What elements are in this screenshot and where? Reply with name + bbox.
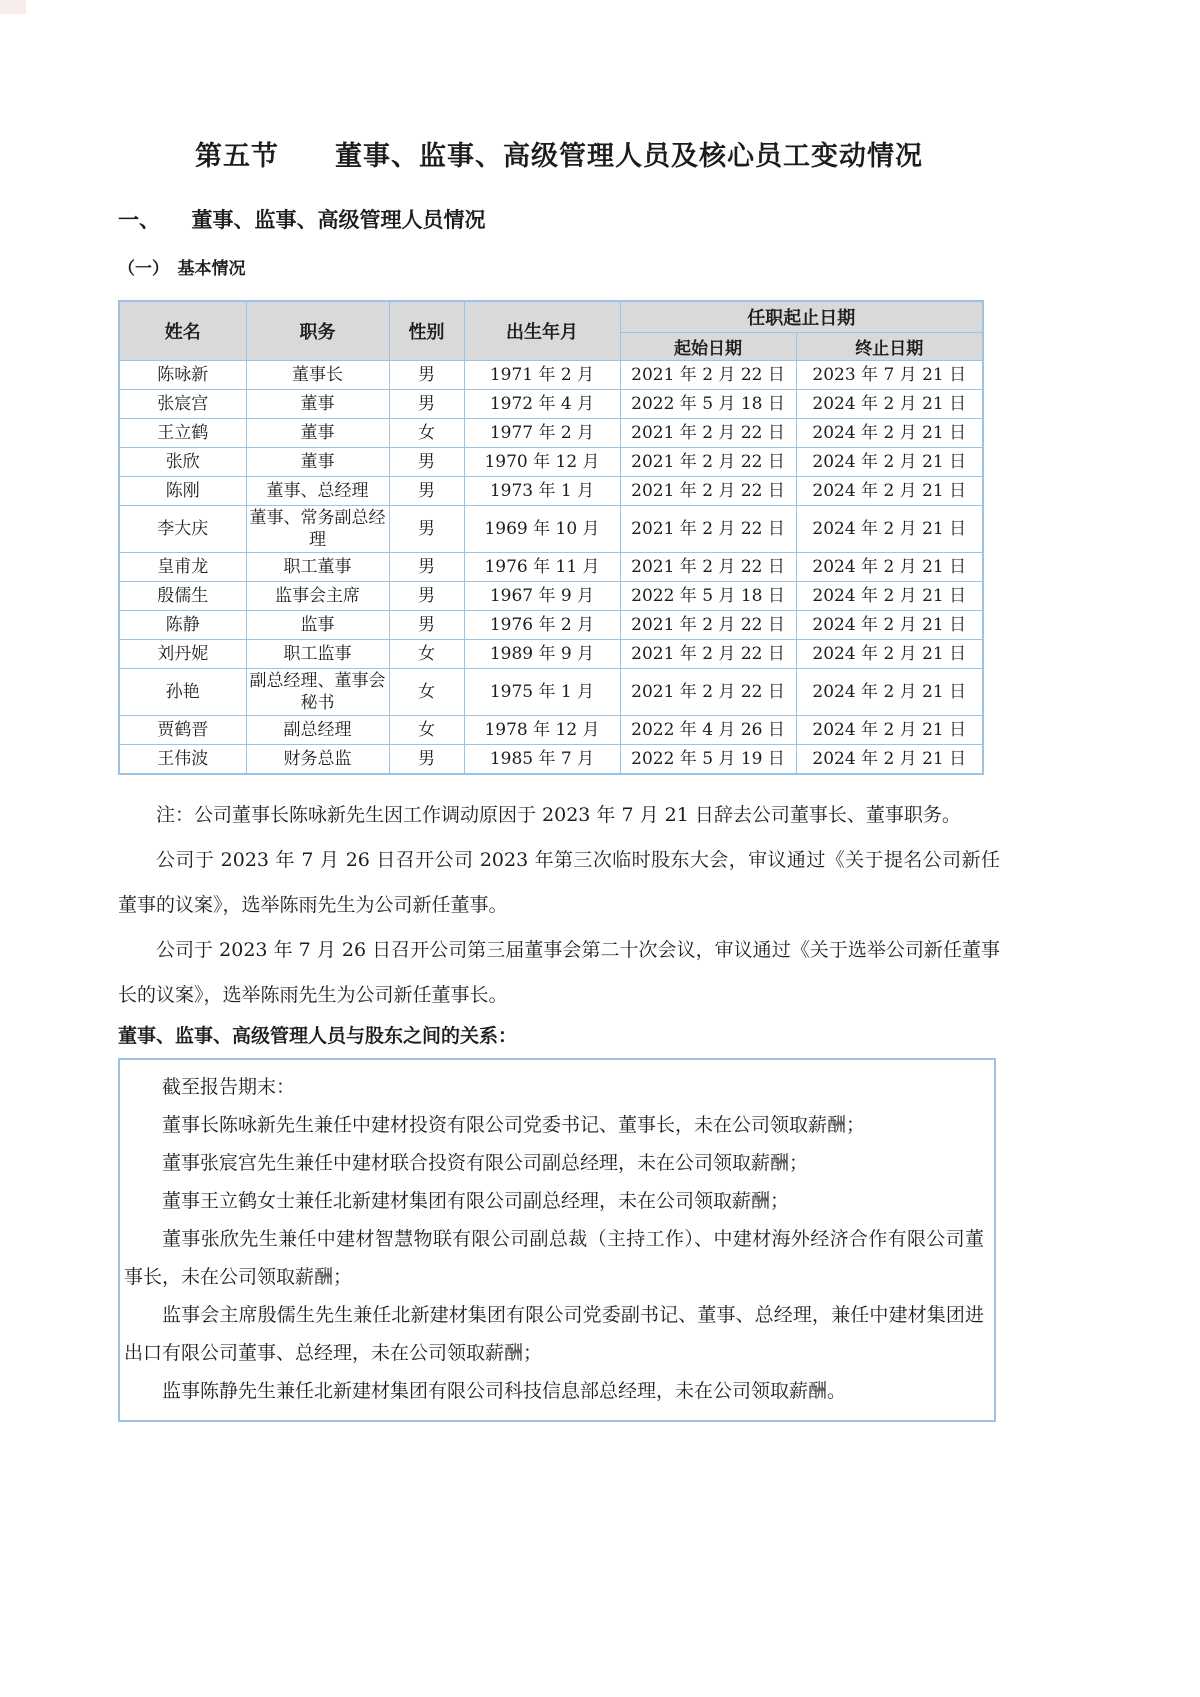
table-cell-end: 2024 年 2 月 21 日 (796, 611, 983, 640)
table-row (119, 669, 983, 716)
table-row (119, 745, 983, 775)
table-cell-end: 2024 年 2 月 21 日 (796, 553, 983, 582)
table-row (119, 640, 983, 669)
relations-box-items (124, 1106, 984, 1410)
table-cell-end: 2024 年 2 月 21 日 (796, 506, 983, 553)
table-cell-gender: 男 (389, 361, 464, 390)
table-cell-end: 2023 年 7 月 21 日 (796, 361, 983, 390)
table-row (119, 553, 983, 582)
table-cell-position: 监事会主席 (246, 582, 389, 611)
section-heading-1: 一、 董事、监事、高级管理人员情况 (118, 209, 486, 232)
paragraph-shareholder-meeting: 公司于 2023 年 7 月 26 日召开公司 2023 年第三次临时股东大会，审议通过《关于提名公司新任董事的议案》，选举陈雨先生为公司新任董事。 (118, 849, 1000, 916)
table-cell-birth: 1985 年 7 月 (464, 745, 620, 775)
table-cell-name: 张宸宫 (119, 390, 246, 419)
table-cell-birth: 1972 年 4 月 (464, 390, 620, 419)
table-cell-start: 2022 年 4 月 26 日 (620, 716, 796, 745)
col-header-start-date: 起始日期 (620, 333, 796, 361)
table-cell-position: 董事、总经理 (246, 477, 389, 506)
table-cell-position: 董事 (246, 448, 389, 477)
table-cell-position: 董事长 (246, 361, 389, 390)
table-cell-gender: 男 (389, 448, 464, 477)
col-header-term-span: 任职起止日期 (620, 301, 983, 333)
table-row (119, 611, 983, 640)
page-title: 第五节 董事、监事、高级管理人员及核心员工变动情况 (195, 141, 923, 171)
table-cell-end: 2024 年 2 月 21 日 (796, 582, 983, 611)
table-cell-name: 陈咏新 (119, 361, 246, 390)
col-header-gender: 性别 (389, 301, 464, 361)
table-cell-name: 李大庆 (119, 506, 246, 553)
table-cell-gender: 女 (389, 419, 464, 448)
relations-heading: 董事、监事、高级管理人员与股东之间的关系： (118, 1026, 518, 1047)
table-cell-position: 职工董事 (246, 553, 389, 582)
table-cell-end: 2024 年 2 月 21 日 (796, 448, 983, 477)
section-heading-1-1: （一） 基本情况 (118, 259, 246, 278)
table-cell-name: 王伟波 (119, 745, 246, 775)
paragraph-board-meeting: 公司于 2023 年 7 月 26 日召开公司第三届董事会第二十次会议，审议通过《关于选举公司新任董事长的议案》，选举陈雨先生为公司新任董事长。 (118, 939, 1000, 1006)
table-cell-birth: 1978 年 12 月 (464, 716, 620, 745)
col-header-position: 职务 (246, 301, 389, 361)
document-content (118, 0, 1000, 1422)
relations-intro: 截至报告期末： (162, 1076, 296, 1098)
table-cell-end: 2024 年 2 月 21 日 (796, 477, 983, 506)
table-cell-gender: 男 (389, 553, 464, 582)
relations-item: 董事张宸宫先生兼任中建材联合投资有限公司副总经理，未在公司领取薪酬； (162, 1152, 809, 1174)
table-row (119, 419, 983, 448)
relations-item: 董事王立鹤女士兼任北新建材集团有限公司副总经理，未在公司领取薪酬； (162, 1190, 790, 1212)
table-cell-gender: 女 (389, 669, 464, 716)
table-cell-gender: 男 (389, 745, 464, 775)
table-cell-position: 董事 (246, 419, 389, 448)
table-row (119, 582, 983, 611)
relations-box (118, 1058, 996, 1422)
table-cell-end: 2024 年 2 月 21 日 (796, 669, 983, 716)
table-cell-position: 董事、常务副总经理 (246, 506, 389, 553)
table-cell-name: 孙艳 (119, 669, 246, 716)
col-header-birth: 出生年月 (464, 301, 620, 361)
table-cell-birth: 1970 年 12 月 (464, 448, 620, 477)
table-cell-name: 陈静 (119, 611, 246, 640)
table-row (119, 716, 983, 745)
table-cell-birth: 1976 年 2 月 (464, 611, 620, 640)
table-cell-position: 财务总监 (246, 745, 389, 775)
table-row (119, 448, 983, 477)
table-cell-gender: 男 (389, 611, 464, 640)
table-cell-gender: 男 (389, 390, 464, 419)
table-cell-position: 董事 (246, 390, 389, 419)
table-cell-start: 2021 年 2 月 22 日 (620, 640, 796, 669)
table-cell-birth: 1971 年 2 月 (464, 361, 620, 390)
table-cell-end: 2024 年 2 月 21 日 (796, 716, 983, 745)
relations-item: 监事陈静先生兼任北新建材集团有限公司科技信息部总经理，未在公司领取薪酬。 (162, 1380, 847, 1402)
table-cell-birth: 1973 年 1 月 (464, 477, 620, 506)
table-cell-start: 2021 年 2 月 22 日 (620, 553, 796, 582)
relations-item: 董事长陈咏新先生兼任中建材投资有限公司党委书记、董事长，未在公司领取薪酬； (162, 1114, 866, 1136)
table-cell-name: 贾鹤晋 (119, 716, 246, 745)
table-cell-birth: 1969 年 10 月 (464, 506, 620, 553)
col-header-end-date: 终止日期 (796, 333, 983, 361)
table-row (119, 506, 983, 553)
table-cell-gender: 男 (389, 477, 464, 506)
relations-item: 董事张欣先生兼任中建材智慧物联有限公司副总裁（主持工作）、中建材海外经济合作有限公司董事长，未在公司领取薪酬； (124, 1228, 984, 1288)
scan-corner-artifact (0, 0, 26, 14)
table-cell-gender: 女 (389, 716, 464, 745)
table-cell-end: 2024 年 2 月 21 日 (796, 745, 983, 775)
table-cell-name: 陈刚 (119, 477, 246, 506)
col-header-name: 姓名 (119, 301, 246, 361)
management-table (118, 300, 984, 775)
table-cell-start: 2022 年 5 月 18 日 (620, 390, 796, 419)
table-cell-start: 2022 年 5 月 18 日 (620, 582, 796, 611)
table-cell-gender: 男 (389, 506, 464, 553)
table-cell-birth: 1989 年 9 月 (464, 640, 620, 669)
table-row (119, 390, 983, 419)
table-cell-position: 监事 (246, 611, 389, 640)
table-cell-start: 2021 年 2 月 22 日 (620, 448, 796, 477)
table-cell-start: 2022 年 5 月 19 日 (620, 745, 796, 775)
table-row (119, 477, 983, 506)
table-cell-birth: 1975 年 1 月 (464, 669, 620, 716)
table-cell-birth: 1977 年 2 月 (464, 419, 620, 448)
table-cell-birth: 1967 年 9 月 (464, 582, 620, 611)
table-note: 注：公司董事长陈咏新先生因工作调动原因于 2023 年 7 月 21 日辞去公司董事长、董事职务。 (156, 804, 961, 826)
table-cell-start: 2021 年 2 月 22 日 (620, 361, 796, 390)
table-cell-start: 2021 年 2 月 22 日 (620, 669, 796, 716)
table-cell-birth: 1976 年 11 月 (464, 553, 620, 582)
table-cell-name: 皇甫龙 (119, 553, 246, 582)
table-cell-position: 职工监事 (246, 640, 389, 669)
table-cell-position: 副总经理、董事会秘书 (246, 669, 389, 716)
table-body (119, 361, 983, 775)
table-cell-position: 副总经理 (246, 716, 389, 745)
table-cell-gender: 女 (389, 640, 464, 669)
table-cell-start: 2021 年 2 月 22 日 (620, 506, 796, 553)
table-cell-start: 2021 年 2 月 22 日 (620, 611, 796, 640)
table-cell-end: 2024 年 2 月 21 日 (796, 640, 983, 669)
table-cell-name: 王立鹤 (119, 419, 246, 448)
table-cell-start: 2021 年 2 月 22 日 (620, 419, 796, 448)
table-row (119, 361, 983, 390)
table-cell-gender: 男 (389, 582, 464, 611)
table-cell-end: 2024 年 2 月 21 日 (796, 419, 983, 448)
table-cell-name: 张欣 (119, 448, 246, 477)
relations-item: 监事会主席殷儒生先生兼任北新建材集团有限公司党委副书记、董事、总经理，兼任中建材集团进出口有限公司董事、总经理，未在公司领取薪酬； (124, 1304, 984, 1364)
table-cell-name: 刘丹妮 (119, 640, 246, 669)
table-header (119, 301, 983, 361)
table-cell-name: 殷儒生 (119, 582, 246, 611)
table-cell-start: 2021 年 2 月 22 日 (620, 477, 796, 506)
table-cell-end: 2024 年 2 月 21 日 (796, 390, 983, 419)
